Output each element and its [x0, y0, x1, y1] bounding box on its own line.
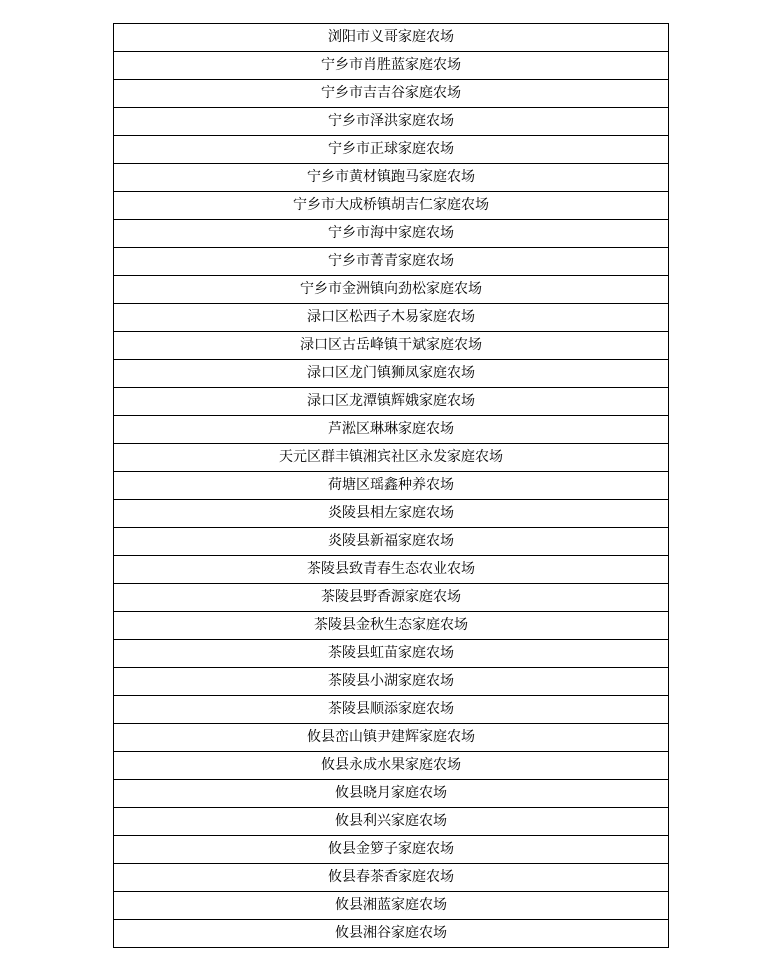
- table-row: [114, 528, 669, 556]
- table-row: [114, 220, 669, 248]
- table-row: [114, 416, 669, 444]
- table-row: [114, 724, 669, 752]
- table-row: [114, 444, 669, 472]
- farm-name-cell: 攸县春茶香家庭农场: [114, 864, 669, 892]
- table-row: [114, 472, 669, 500]
- farm-name-cell: 宁乡市吉吉谷家庭农场: [114, 80, 669, 108]
- table-row: [114, 192, 669, 220]
- table-row: [114, 808, 669, 836]
- table-row: [114, 136, 669, 164]
- farm-name-cell: 攸县金箩子家庭农场: [114, 836, 669, 864]
- farm-name-cell: 攸县湘蓝家庭农场: [114, 892, 669, 920]
- farm-name-cell: 攸县利兴家庭农场: [114, 808, 669, 836]
- farm-name-cell: 攸县永成水果家庭农场: [114, 752, 669, 780]
- table-row: [114, 332, 669, 360]
- farm-name-cell: 宁乡市泽洪家庭农场: [114, 108, 669, 136]
- farm-name-cell: 荷塘区瑶鑫种养农场: [114, 472, 669, 500]
- farm-name-cell: 宁乡市大成桥镇胡吉仁家庭农场: [114, 192, 669, 220]
- table-row: [114, 248, 669, 276]
- farm-name-cell: 茶陵县致青春生态农业农场: [114, 556, 669, 584]
- table-row: [114, 668, 669, 696]
- farm-name-cell: 渌口区古岳峰镇干斌家庭农场: [114, 332, 669, 360]
- farm-name-cell: 宁乡市正球家庭农场: [114, 136, 669, 164]
- farm-name-cell: 茶陵县野香源家庭农场: [114, 584, 669, 612]
- farm-name-cell: 浏阳市义哥家庭农场: [114, 24, 669, 52]
- table-row: [114, 920, 669, 948]
- farm-name-cell: 炎陵县相左家庭农场: [114, 500, 669, 528]
- table-row: [114, 388, 669, 416]
- farm-name-cell: 宁乡市黄材镇跑马家庭农场: [114, 164, 669, 192]
- table-row: [114, 24, 669, 52]
- table-row: [114, 52, 669, 80]
- table-row: [114, 640, 669, 668]
- table-row: [114, 780, 669, 808]
- farm-name-cell: 茶陵县小湖家庭农场: [114, 668, 669, 696]
- table-row: [114, 864, 669, 892]
- farm-list-table: [113, 23, 669, 948]
- table-row: [114, 584, 669, 612]
- farm-name-cell: 宁乡市金洲镇向劲松家庭农场: [114, 276, 669, 304]
- farm-name-cell: 茶陵县金秋生态家庭农场: [114, 612, 669, 640]
- table-row: [114, 612, 669, 640]
- farm-name-cell: 宁乡市肖胜蓝家庭农场: [114, 52, 669, 80]
- table-row: [114, 500, 669, 528]
- farm-list-body: [114, 24, 669, 948]
- farm-name-cell: 茶陵县顺添家庭农场: [114, 696, 669, 724]
- table-row: [114, 164, 669, 192]
- farm-name-cell: 攸县晓月家庭农场: [114, 780, 669, 808]
- farm-name-cell: 天元区群丰镇湘宾社区永发家庭农场: [114, 444, 669, 472]
- table-row: [114, 556, 669, 584]
- table-row: [114, 80, 669, 108]
- farm-name-cell: 渌口区龙潭镇辉娥家庭农场: [114, 388, 669, 416]
- table-row: [114, 360, 669, 388]
- farm-name-cell: 攸县湘谷家庭农场: [114, 920, 669, 948]
- table-row: [114, 752, 669, 780]
- table-row: [114, 276, 669, 304]
- farm-name-cell: 渌口区松西子木易家庭农场: [114, 304, 669, 332]
- farm-name-cell: 宁乡市菁青家庭农场: [114, 248, 669, 276]
- table-row: [114, 108, 669, 136]
- farm-name-cell: 芦淞区琳琳家庭农场: [114, 416, 669, 444]
- table-row: [114, 836, 669, 864]
- farm-name-cell: 宁乡市海中家庭农场: [114, 220, 669, 248]
- farm-name-cell: 渌口区龙门镇狮凤家庭农场: [114, 360, 669, 388]
- table-row: [114, 696, 669, 724]
- table-row: [114, 304, 669, 332]
- farm-name-cell: 茶陵县虹苗家庭农场: [114, 640, 669, 668]
- farm-name-cell: 攸县峦山镇尹建辉家庭农场: [114, 724, 669, 752]
- farm-name-cell: 炎陵县新福家庭农场: [114, 528, 669, 556]
- table-row: [114, 892, 669, 920]
